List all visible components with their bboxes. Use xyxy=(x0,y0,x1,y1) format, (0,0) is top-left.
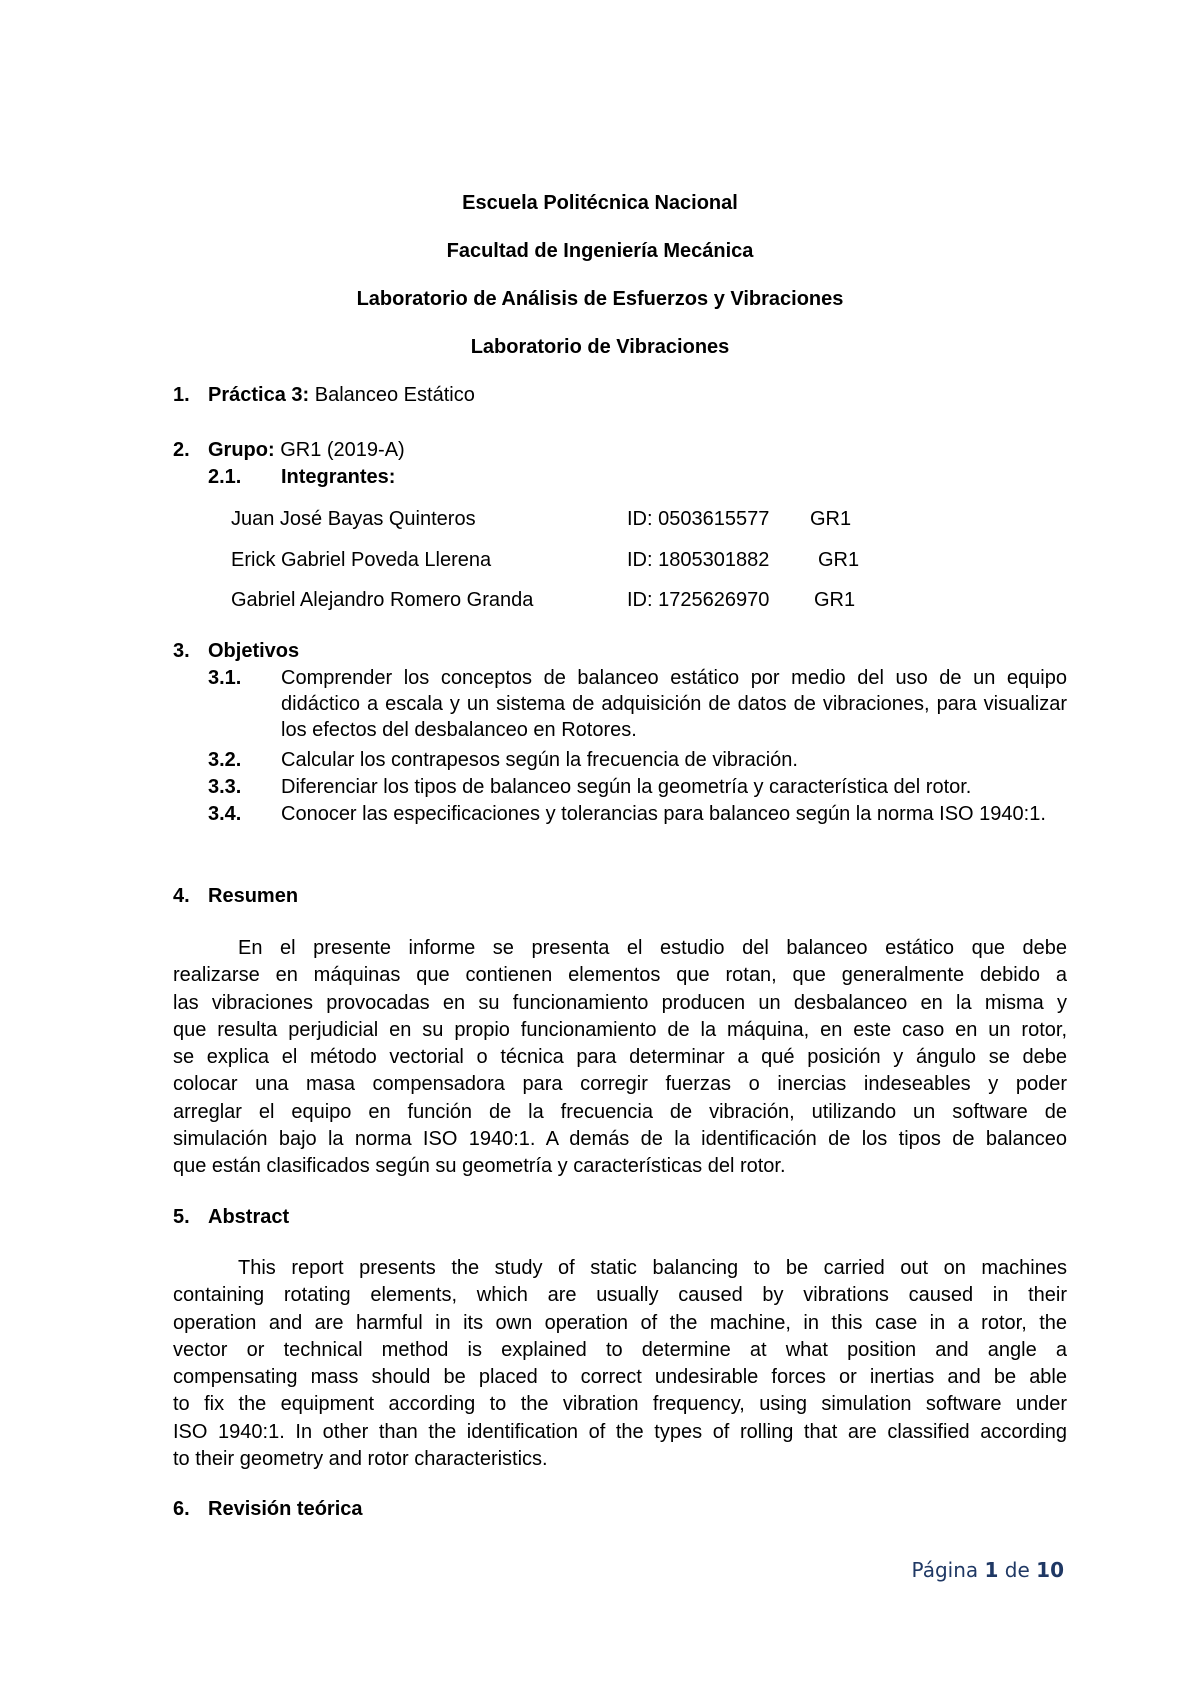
section2-sub-number: 2.1. xyxy=(208,466,242,488)
objective-number: 3.1. xyxy=(208,667,242,689)
section3-number: 3. xyxy=(173,640,190,662)
objective-number: 3.4. xyxy=(208,803,242,825)
section2-number: 2. xyxy=(173,439,190,461)
member-group: GR1 xyxy=(810,508,852,530)
section3-title: Objetivos xyxy=(208,640,300,662)
member-id: ID: 0503615577 xyxy=(627,508,770,530)
abstract-line: compensating mass should be placed to correct undesirable forces or inertias and be able xyxy=(173,1366,1067,1389)
section5-number: 5. xyxy=(173,1206,190,1228)
section1-line xyxy=(208,384,475,407)
abstract-line: containing rotating elements, which are usually caused by vibrations caused in their xyxy=(173,1284,1067,1307)
summary-line: que resulta perjudicial en su propio funcionamiento de la máquina, en este caso en un rotor, xyxy=(173,1018,1067,1041)
summary-line: se explica el método vectorial o técnica para determinar a qué posición y ángulo se debe xyxy=(173,1046,1067,1069)
objective-text: Conocer las especificaciones y tolerancias para balanceo según la norma ISO 1940:1. xyxy=(281,803,1046,825)
section6-title: Revisión teórica xyxy=(208,1498,363,1520)
member-name: Gabriel Alejandro Romero Granda xyxy=(231,589,534,611)
abstract-paragraph xyxy=(173,1255,1067,1473)
member-name: Erick Gabriel Poveda Llerena xyxy=(231,549,492,571)
abstract-line: to their geometry and rotor characteristics. xyxy=(173,1448,548,1471)
footer-middle: de xyxy=(998,1558,1037,1582)
abstract-line: This report presents the study of static balancing to be carried out on machines xyxy=(238,1257,1067,1279)
abstract-line: to fix the equipment according to the vibration frequency, using simulation software under xyxy=(173,1393,1067,1416)
laboratory-title: Laboratorio de Análisis de Esfuerzos y Vibraciones xyxy=(356,288,844,310)
summary-line: las vibraciones provocadas en su funcionamiento producen un desbalanceo en la misma y xyxy=(173,991,1067,1014)
abstract-line: operation and are harmful in its own operation of the machine, in this case in a rotor, the xyxy=(173,1311,1067,1334)
footer-page-number: 1 xyxy=(984,1558,999,1582)
section2-sub-label: Integrantes: xyxy=(281,466,396,488)
abstract-line: vector or technical method is explained to determine at what position and angle a xyxy=(173,1338,1067,1361)
member-id: ID: 1805301882 xyxy=(627,549,770,571)
footer-prefix: Página xyxy=(911,1558,985,1582)
summary-line: que están clasificados según su geometría y características del rotor. xyxy=(173,1155,786,1178)
section4-title: Resumen xyxy=(208,885,299,907)
section4-number: 4. xyxy=(173,885,190,907)
summary-paragraph xyxy=(173,935,1067,1181)
section1-label: Práctica 3: xyxy=(208,384,310,406)
objective-number: 3.3. xyxy=(208,776,242,798)
summary-line: arreglar el equipo en función de la frecuencia de vibración, utilizando un software de xyxy=(173,1100,1067,1123)
member-id: ID: 1725626970 xyxy=(627,589,770,611)
section5-title: Abstract xyxy=(208,1206,290,1228)
page-footer xyxy=(912,1558,1064,1582)
sublab-title: Laboratorio de Vibraciones xyxy=(470,336,730,358)
section2-value: GR1 (2019-A) xyxy=(274,439,405,461)
objective-text: Diferenciar los tipos de balanceo según la geometría y característica del rotor. xyxy=(281,776,972,798)
footer-page-total: 10 xyxy=(1036,1558,1064,1582)
summary-line: simulación bajo la norma ISO 1940:1. A demás de la identificación de los tipos de balanceo xyxy=(173,1128,1067,1151)
section6-number: 6. xyxy=(173,1498,190,1520)
section1-value: Balanceo Estático xyxy=(309,384,475,406)
member-group: GR1 xyxy=(818,549,860,571)
section2-line xyxy=(208,439,405,462)
objective-text: Calcular los contrapesos según la frecuencia de vibración. xyxy=(281,749,798,771)
summary-line: realizarse en máquinas que contienen elementos que rotan, que generalmente debido a xyxy=(173,964,1067,987)
summary-line: colocar una masa compensadora para corregir fuerzas o inercias indeseables y poder xyxy=(173,1073,1067,1096)
objective-text: Comprender los conceptos de balanceo estático por medio del uso de un equipo didáctico a escala y un sistema de adquisición de datos de vibraciones, para visualizar los efectos del desbalanceo en Rotores. xyxy=(281,667,1067,741)
objective-number: 3.2. xyxy=(208,749,242,771)
member-name: Juan José Bayas Quinteros xyxy=(231,508,476,530)
section1-number: 1. xyxy=(173,384,190,406)
member-group: GR1 xyxy=(814,589,856,611)
faculty-title: Facultad de Ingeniería Mecánica xyxy=(446,240,754,262)
section2-label: Grupo: xyxy=(208,439,275,461)
abstract-line: ISO 1940:1. In other than the identification of the types of rolling that are classified according xyxy=(173,1420,1067,1443)
institution-title: Escuela Politécnica Nacional xyxy=(462,192,738,214)
summary-line: En el presente informe se presenta el estudio del balanceo estático que debe xyxy=(238,937,1067,959)
